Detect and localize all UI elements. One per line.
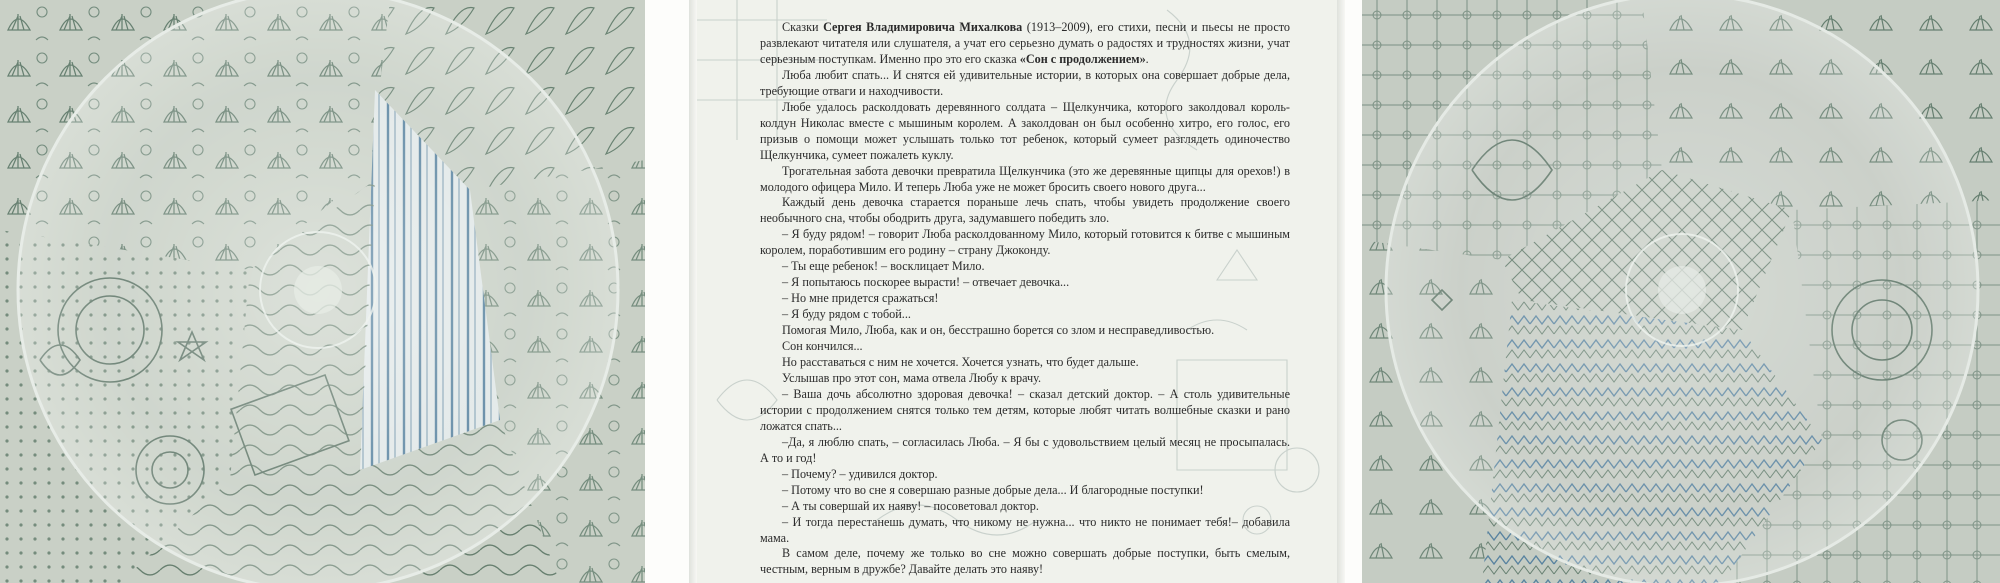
paragraph: – А ты совершай их наяву! – посоветовал доктор. [782,498,1039,513]
paragraph: В самом деле, почему же только во сне можно совершать добрые поступки, быть смелым, честным, верным в дружбе? Давайте делать это наяву! [760,546,1290,577]
paragraph: Сон кончился... [782,339,863,354]
story-description [760,20,1290,578]
left-disc-tray [0,0,645,583]
paragraph: –Да, я люблю спать, – согласилась Люба. – Я бы с удовольствием целый месяц не просыпалась. А то и год! [760,434,1290,465]
paragraph: Но расставаться с ним не хочется. Хочется узнать, что будет дальше. [782,355,1139,370]
doodle-artwork-left [0,0,645,583]
author-name: Сергея Владимировича Михалкова [823,20,1023,34]
paragraph: – Ты еще ребенок! – восклицает Мило. [782,259,985,274]
paragraph: – Потому что во сне я совершаю разные добрые дела... И благородные поступки! [782,482,1204,497]
paragraph: – Я буду рядом! – говорит Люба расколдованному Мило, который готовится к битве с мышиным королем, поработившим его родину – страну Джоконду. [760,227,1290,258]
page-spacer-left [645,0,697,583]
paragraph: Любе удалось расколдовать деревянного солдата – Щелкунчика, которого заколдовал король-колдун Николас вместе с мышиным королем. А заколдован он был особенно хитро, его голос, его призыв о помощи может услышать только тот ребенок, который сумеет разглядеть одиночество Щелкунчика, сумеет пожалеть куклу. [760,99,1290,162]
paragraph: Услышав про этот сон, мама отвела Любу к врачу. [782,370,1042,385]
intro-paragraph: Сказки Сергея Владимировича Михалкова (1913–2009), его стихи, песни и пьесы не просто развлекают читателя или слушателя, а учат его серьезно думать о радостях и трудностях жизни, учат серьезным поступкам. Именно про это его сказка «Сон с продолжением». [760,20,1290,66]
paragraph: Трогательная забота девочки превратила Щелкунчика (это же деревянные щипцы для орехов!) в молодого офицера Мило. И теперь Люба уже не может бросить своего нового друга... [760,163,1290,194]
paragraph: – Ваша дочь абсолютно здоровая девочка! – сказал детский доктор. – А столь удивительные истории с продолжением снятся только тем детям, которые любят читать волшебные сказки и рано ложатся спать... [760,386,1290,433]
page-spacer-right [1337,0,1362,583]
paragraph: Каждый день девочка старается пораньше лечь спать, чтобы увидеть продолжение своего необычного сна, чтобы ободрить друга, задумавшего победить зло. [760,195,1290,226]
paragraph: Люба любит спать... И снятся ей удивительные истории, в которых она совершает добрые дела, требующие отваги и находчивости. [760,67,1290,98]
paragraph: – Но мне придется сражаться! [782,291,939,306]
right-disc-tray [1362,0,2000,583]
paragraph: – И тогда перестанешь думать, что никому не нужна... что никто не понимает тебя!– добавила мама. [760,514,1290,545]
story-title: «Сон с продолжением» [1019,51,1146,66]
paragraph: – Почему? – удивился доктор. [782,466,938,481]
paragraph: Помогая Мило, Люба, как и он, бесстрашно борется со злом и несправедливостью. [782,323,1215,338]
paragraph: – Я буду рядом с тобой... [782,307,911,322]
paragraph: – Я попытаюсь поскорее вырасти! – отвечает девочка... [782,275,1070,290]
doodle-artwork-right [1362,0,2000,583]
